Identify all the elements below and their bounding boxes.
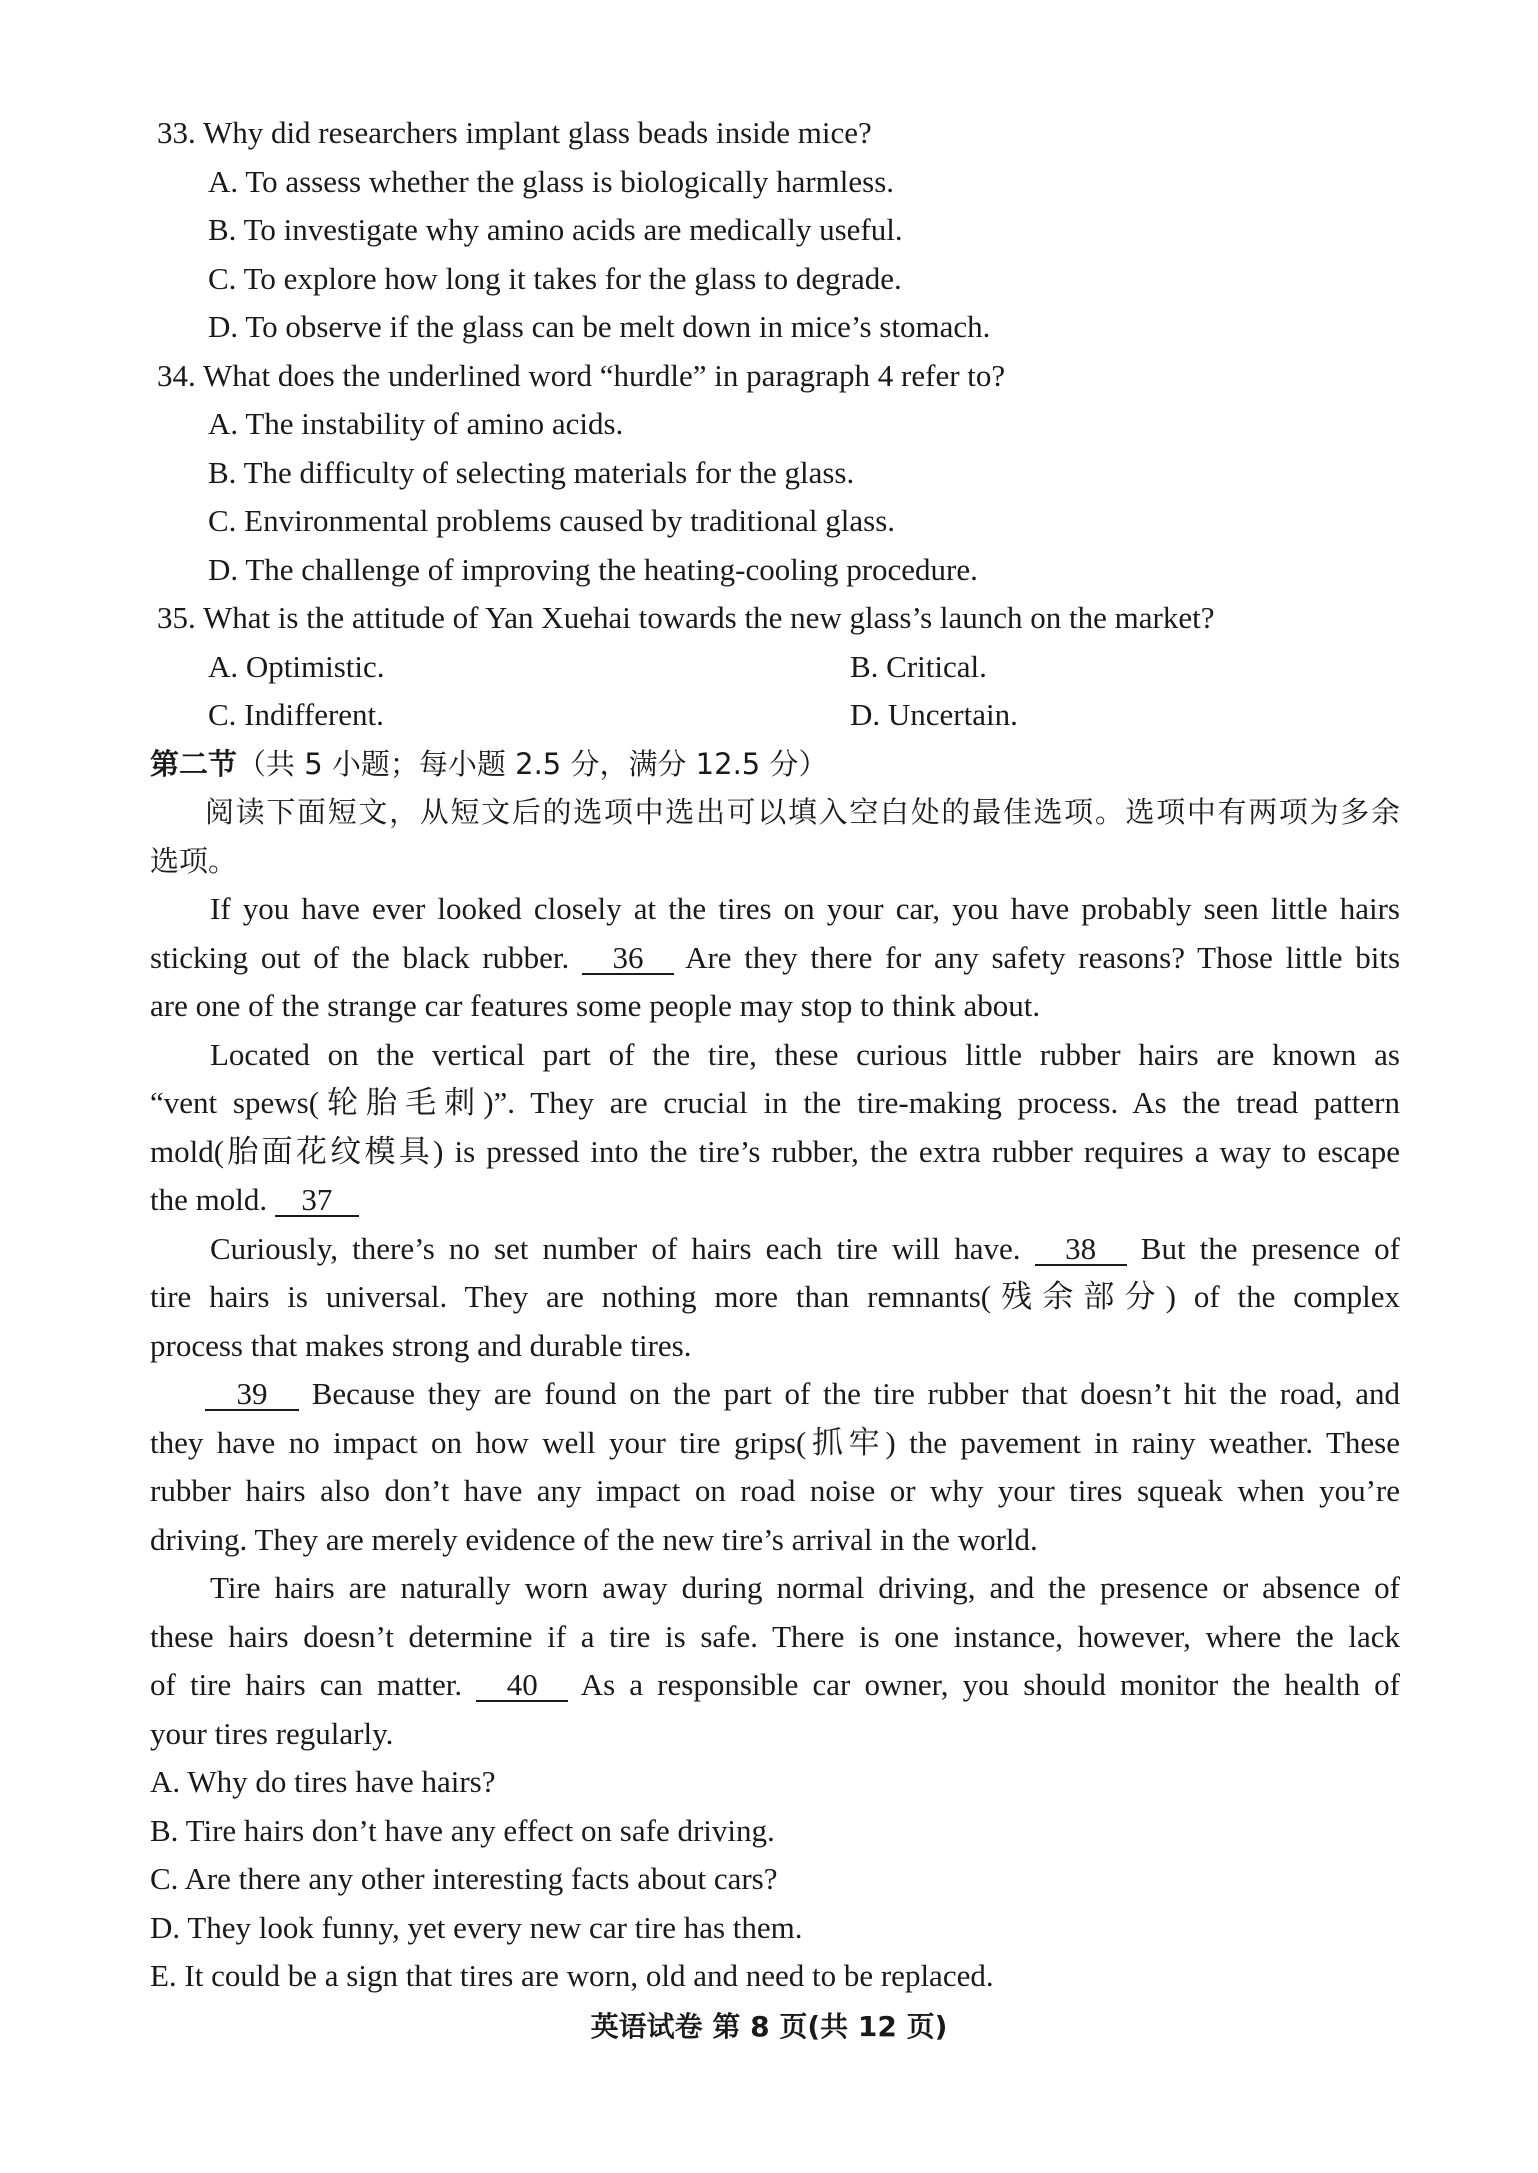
passage-p5-line2: these hairs doesn’t determine if a tire is safe. There is one instance, however, where the lack: [150, 1619, 1400, 1654]
blank-40: 40: [476, 1670, 568, 1702]
passage-text: the mold.: [150, 1182, 268, 1217]
choice-option-d: D. They look funny, yet every new car tire has them.: [150, 1910, 803, 1945]
question-33-option-b: B. To investigate why amino acids are medically useful.: [208, 212, 903, 247]
question-34-stem: 34. What does the underlined word “hurdle” in paragraph 4 refer to?: [157, 358, 1006, 393]
section-instruction-line2: 选项。: [150, 844, 238, 878]
passage-text: But the presence of: [1140, 1231, 1400, 1266]
passage-p1-line1: If you have ever looked closely at the tires on your car, you have probably seen little hairs: [210, 891, 1400, 926]
choice-option-a: A. Why do tires have hairs?: [150, 1764, 496, 1799]
passage-p5-line3: [150, 1665, 1400, 1705]
passage-text: sticking out of the black rubber.: [150, 940, 570, 975]
blank-37: 37: [275, 1185, 359, 1217]
section-scoring: （共 5 小题；每小题 2.5 分，满分 12.5 分）: [237, 747, 828, 781]
question-34-option-b: B. The difficulty of selecting materials for the glass.: [208, 455, 855, 490]
section-heading: [150, 744, 827, 784]
question-33-option-d: D. To observe if the glass can be melt down in mice’s stomach.: [208, 309, 991, 344]
question-35-option-c: C. Indifferent.: [208, 697, 384, 732]
page-footer: 英语试卷 第 8 页(共 12 页): [590, 2010, 948, 2043]
passage-text: Are they there for any safety reasons? Those little bits: [685, 940, 1400, 975]
passage-text: Curiously, there’s no set number of hairs each tire will have.: [210, 1231, 1021, 1266]
passage-p2-line3: mold(胎面花纹模具) is pressed into the tire’s rubber, the extra rubber requires a way to escape: [150, 1134, 1400, 1169]
passage-p4-line3: rubber hairs also don’t have any impact on road noise or why your tires squeak when you’re: [150, 1473, 1400, 1508]
question-33-option-a: A. To assess whether the glass is biologically harmless.: [208, 164, 895, 199]
passage-p1-line3: are one of the strange car features some people may stop to think about.: [150, 988, 1041, 1023]
passage-p5-line1: Tire hairs are naturally worn away during normal driving, and the presence or absence of: [210, 1570, 1400, 1605]
passage-p3-line3: process that makes strong and durable tires.: [150, 1328, 692, 1363]
passage-text: of tire hairs can matter.: [150, 1667, 463, 1702]
passage-p2-line4: [150, 1180, 359, 1220]
passage-p4-line1: [205, 1374, 1400, 1414]
question-35-option-d: D. Uncertain.: [850, 697, 1018, 732]
passage-p2-line2: “vent spews(轮胎毛刺)”. They are crucial in the tire-making process. As the tread pattern: [150, 1085, 1400, 1120]
passage-p3-line2: tire hairs is universal. They are nothing more than remnants(残余部分) of the complex: [150, 1279, 1400, 1314]
question-34-option-c: C. Environmental problems caused by traditional glass.: [208, 503, 896, 538]
passage-p4-line2: they have no impact on how well your tire grips(抓牢) the pavement in rainy weather. These: [150, 1425, 1400, 1460]
passage-p2-line1: Located on the vertical part of the tire, these curious little rubber hairs are known as: [210, 1037, 1400, 1072]
question-34-option-a: A. The instability of amino acids.: [208, 406, 624, 441]
passage-text: Because they are found on the part of the tire rubber that doesn’t hit the road, and: [311, 1376, 1400, 1411]
question-35-option-b: B. Critical.: [850, 649, 987, 684]
question-35-stem: 35. What is the attitude of Yan Xuehai towards the new glass’s launch on the market?: [157, 600, 1215, 635]
passage-p3-line1: [210, 1229, 1400, 1269]
question-33-stem: 33. Why did researchers implant glass beads inside mice?: [157, 115, 872, 150]
question-35-option-a: A. Optimistic.: [208, 649, 385, 684]
choice-option-b: B. Tire hairs don’t have any effect on safe driving.: [150, 1813, 775, 1848]
choice-option-c: C. Are there any other interesting facts about cars?: [150, 1861, 778, 1896]
choice-option-e: E. It could be a sign that tires are worn, old and need to be replaced.: [150, 1958, 994, 1993]
blank-38: 38: [1035, 1234, 1127, 1266]
passage-p1-line2: [150, 938, 1400, 978]
passage-p5-line4: your tires regularly.: [150, 1716, 394, 1751]
question-34-option-d: D. The challenge of improving the heating-cooling procedure.: [208, 552, 978, 587]
section-title: 第二节: [150, 747, 238, 781]
blank-39: 39: [205, 1379, 299, 1411]
passage-text: As a responsible car owner, you should monitor the health of: [580, 1667, 1400, 1702]
blank-36: 36: [582, 943, 674, 975]
section-instruction-line1: 阅读下面短文，从短文后的选项中选出可以填入空白处的最佳选项。选项中有两项为多余: [205, 795, 1400, 829]
passage-p4-line4: driving. They are merely evidence of the new tire’s arrival in the world.: [150, 1522, 1038, 1557]
question-33-option-c: C. To explore how long it takes for the glass to degrade.: [208, 261, 902, 296]
